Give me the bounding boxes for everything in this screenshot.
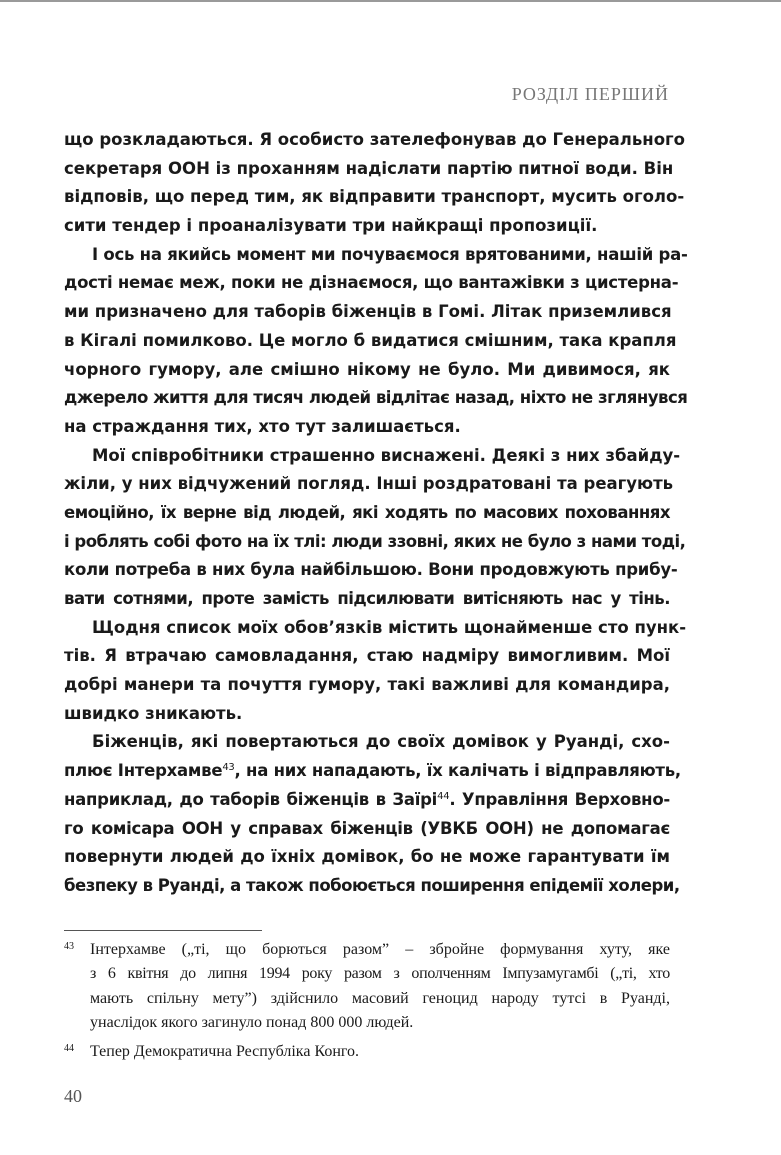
text-line: повернути людей до їхніх домівок, бо не може гарантувати їм (64, 847, 670, 867)
text-line: секретаря ООН із проханням надіслати партію питної води. Він (64, 158, 674, 178)
footnote-ref-44[interactable]: 44 (437, 790, 450, 802)
text-line: безпеку в Руанді, а також побоюється поширення епідемії холери, (64, 875, 680, 895)
footnote-43 (64, 938, 670, 1035)
text-line: Біженців, які повертаються до своїх домівок у Руанді, схо- (92, 732, 670, 752)
text-line: коли потреба в них була найбільшою. Вони продовжують прибу- (64, 560, 678, 580)
text-segment: плює Інтерхамве (64, 761, 223, 781)
footnote-line: мають спільну мету”) здійснило масовий геноцид народу тутсі в Руанді, (90, 989, 670, 1007)
text-line-with-footnote (64, 757, 681, 786)
text-line: і роблять собі фото на їх тлі: люди ззовні, яких не було з нами тоді, (64, 531, 686, 551)
text-line: тів. Я втрачаю самовладання, стаю надміру вимогливим. Мої (64, 646, 670, 666)
text-line: го комісара ООН у справах біженців (УВКБ ООН) не допомагає (64, 818, 670, 838)
text-segment: . Управління Верховно- (449, 789, 671, 809)
footnote-number: 44 (64, 1043, 74, 1055)
text-line: на страждання тих, хто тут залишається. (64, 416, 461, 436)
footnote-line: Тепер Демократична Республіка Конго. (90, 1043, 360, 1061)
text-line: добрі манери та почуття гумору, такі важливі для командира, (64, 675, 670, 695)
text-line: чорного гумору, але смішно нікому не було. Ми дивимося, як (64, 359, 670, 379)
top-border-rule (0, 0, 781, 2)
text-line: відповів, що перед тим, як відправити транспорт, мусить оголо- (64, 187, 685, 207)
footnote-line: Інтерхамве („ті, що борються разом” – збройне формування хуту, яке (90, 941, 670, 958)
text-line: емоційно, їх верне від людей, які ходять по масових похованнях (64, 502, 670, 522)
text-line: джерело життя для тисяч людей відлітає назад, ніхто не зглянувся (64, 388, 688, 408)
text-line: ми призначено для таборів біженців в Гомі. Літак приземлився (64, 302, 672, 322)
text-line: швидко зникають. (64, 703, 243, 723)
text-line: в Кігалі помилково. Це могло б видатися смішним, така крапля (64, 330, 677, 350)
footnote-number: 43 (64, 941, 74, 952)
footnote-44 (64, 1040, 670, 1064)
text-segment: наприклад, до таборів біженців в Заїрі (64, 789, 438, 809)
footnote-ref-43[interactable]: 43 (222, 762, 235, 774)
text-line: жіли, у них відчужений погляд. Інші роздратовані та реагують (64, 474, 674, 494)
text-line: сити тендер і проаналізувати три найкращі пропозиції. (64, 216, 598, 236)
body-text (64, 126, 688, 901)
text-line: дості немає меж, поки не дізнаємося, що вантажівки з цистерна- (64, 273, 679, 293)
running-head: РОЗДІЛ ПЕРШИЙ (511, 84, 669, 104)
text-line: І ось на якийсь момент ми почуваємося врятованими, нашій ра- (92, 244, 688, 264)
text-line: Щодня список моїх обов’язків містить щонайменше сто пунк- (92, 617, 687, 637)
text-line: вати сотнями, проте замість підсилювати витісняють нас у тінь. (64, 589, 670, 608)
text-line: що розкладаються. Я особисто зателефонував до Генерального (64, 130, 685, 149)
page-number: 40 (64, 1086, 82, 1106)
text-line-with-footnote (64, 786, 670, 815)
text-line: Мої співробітники страшенно виснажені. Деякі з них збайду- (92, 445, 681, 465)
footnote-line: з 6 квітня до липня 1994 року разом з ополченням Імпузамугамбі („ті, хто (90, 965, 670, 983)
footnote-line: унаслідок якого загинуло понад 800 000 людей. (90, 1013, 414, 1031)
footnotes (64, 938, 670, 1064)
footnote-separator (64, 930, 262, 931)
text-segment: , на них нападають, їх калічать і відправляють, (234, 761, 681, 781)
